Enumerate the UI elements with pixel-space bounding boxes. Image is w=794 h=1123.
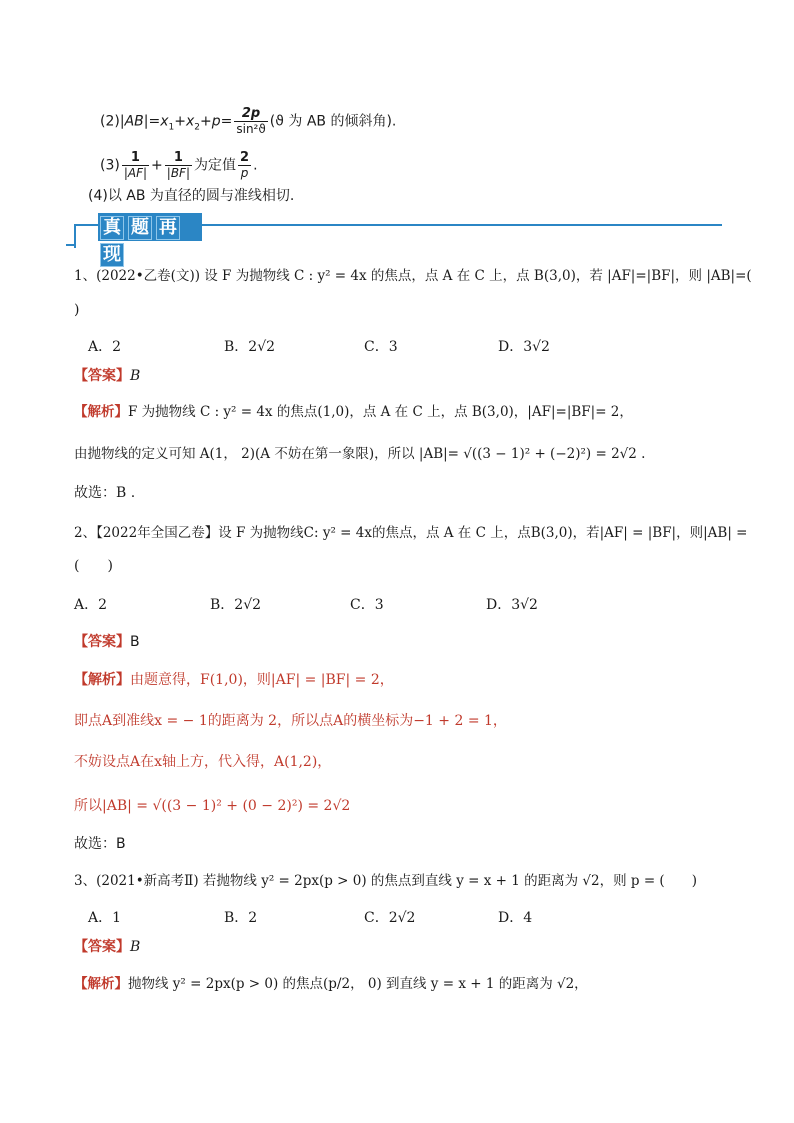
q3-option-a: A．1 — [88, 910, 122, 926]
p3-mid: 为定值 — [194, 157, 237, 174]
p2-x1: x — [160, 113, 169, 130]
q1-stem: 1、(2022•乙卷(文)) 设 F 为抛物线 C : y² = 4x 的焦点，点 A 在 C 上，点 B(3,0)，若 |AF|=|BF|，则 |AB|=( — [74, 268, 752, 284]
q1-option-d: D．3√2 — [498, 339, 550, 355]
p3-f2-num: 1 — [165, 150, 192, 166]
property-2 — [100, 106, 396, 137]
banner-char: 真 — [100, 216, 124, 240]
p2-mid: |= — [143, 113, 161, 130]
q2-answer-label: 【答案】 — [74, 634, 130, 650]
p2-frac-den: sin²ϑ — [236, 122, 266, 136]
q1-answer-value: B — [130, 368, 141, 384]
p2-plus2: + — [200, 113, 212, 130]
q1-option-c: C．3 — [364, 339, 398, 355]
p3-f3-den: p — [240, 166, 249, 180]
q2-stem: 2、【2022年全国乙卷】设 F 为抛物线C: y² = 4x的焦点，点 A 在 C 上，点B(3,0)，若|AF| = |BF|，则|AB| = — [74, 525, 748, 541]
banner-char: 题 — [128, 216, 152, 240]
p2-prefix: (2)| — [100, 113, 125, 130]
q2-analysis-3: 不妨设点A在x轴上方，代入得，A(1,2)， — [74, 754, 332, 770]
q3-analysis-label: 【解析】 — [74, 976, 128, 992]
q2-conclusion: 故选：B — [74, 836, 126, 852]
p3-plus: + — [151, 157, 163, 174]
q1-analysis-2: 由抛物线的定义可知 A(1， 2)(A 不妨在第一象限)，所以 |AB|= √((3 − 1)² + (−2)²) = 2√2 . — [74, 446, 646, 462]
q2-option-c: C．3 — [350, 597, 384, 613]
q2-option-a: A．2 — [74, 597, 108, 613]
property-4: (4)以 AB 为直径的圆与准线相切. — [88, 188, 295, 204]
p3-end: . — [253, 157, 258, 174]
p2-sub2: 2 — [194, 122, 200, 133]
q2-answer-value: B — [130, 634, 140, 650]
q1-answer — [74, 366, 140, 386]
p2-tail: (ϑ 为 AB 的倾斜角). — [269, 113, 397, 130]
p3-fraction-3 — [238, 150, 251, 181]
p3-prefix: (3) — [100, 157, 120, 174]
q2-analysis-2: 即点A到准线x = − 1的距离为 2，所以点A的横坐标为−1 + 2 = 1， — [74, 713, 507, 729]
p2-sub1: 1 — [168, 122, 175, 133]
q3-option-c: C．2√2 — [364, 910, 416, 926]
q3-analysis-text: 抛物线 y² = 2px(p > 0) 的焦点(p/2， 0) 到直线 y = x + 1 的距离为 √2， — [128, 976, 588, 992]
p3-f1-den: |AF| — [123, 166, 148, 180]
q1-option-b: B．2√2 — [224, 339, 276, 355]
q3-answer — [74, 937, 140, 957]
q2-analysis-label: 【解析】 — [74, 672, 130, 688]
p2-frac-num: 2p — [234, 106, 267, 122]
q2-analysis-text: 由题意得，F(1,0)，则|AF| = |BF| = 2， — [130, 672, 394, 688]
q1-analysis-text: F 为抛物线 C : y² = 4x 的焦点(1,0)，点 A 在 C 上，点 B(3,0)，|AF|=|BF|= 2， — [128, 404, 633, 420]
q2-answer — [74, 632, 140, 652]
q1-analysis-1 — [74, 402, 633, 422]
property-3 — [100, 150, 258, 181]
section-banner — [98, 213, 202, 265]
p2-ab: AB — [124, 113, 144, 130]
q1-answer-label: 【答案】 — [74, 368, 130, 384]
q2-option-b: B．2√2 — [210, 597, 262, 613]
q2-analysis-4: 所以|AB| = √((3 − 1)² + (0 − 2)²) = 2√2 — [74, 798, 351, 814]
p3-f1-num: 1 — [122, 150, 149, 166]
q3-answer-value: B — [130, 939, 141, 955]
p3-fraction-1 — [122, 150, 149, 181]
q2-stem-end: ( ) — [74, 558, 113, 574]
p3-fraction-2 — [165, 150, 192, 181]
p2-fraction — [234, 106, 267, 137]
q1-analysis-label: 【解析】 — [74, 404, 128, 420]
q3-option-d: D．4 — [498, 910, 533, 926]
p3-f2-den: |BF| — [166, 166, 191, 180]
banner-char: 再 — [156, 216, 180, 240]
q3-option-b: B．2 — [224, 910, 258, 926]
q3-analysis-1 — [74, 974, 588, 994]
q3-answer-label: 【答案】 — [74, 939, 130, 955]
q2-option-d: D．3√2 — [486, 597, 538, 613]
p2-eq: = — [220, 113, 233, 130]
p3-f3-num: 2 — [240, 150, 250, 165]
q2-analysis-1 — [74, 670, 394, 690]
q3-stem: 3、(2021•新高考Ⅱ) 若抛物线 y² = 2px(p > 0) 的焦点到直线 y = x + 1 的距离为 √2，则 p = ( ) — [74, 873, 697, 889]
banner-tick — [66, 244, 76, 246]
p2-p: p — [211, 113, 221, 130]
banner-char: 现 — [100, 243, 124, 267]
q1-option-a: A．2 — [88, 339, 122, 355]
p2-plus1: + — [174, 113, 186, 130]
p2-x2: x — [185, 113, 195, 130]
q1-stem-end: ) — [74, 302, 80, 318]
q1-conclusion: 故选：B . — [74, 485, 136, 501]
